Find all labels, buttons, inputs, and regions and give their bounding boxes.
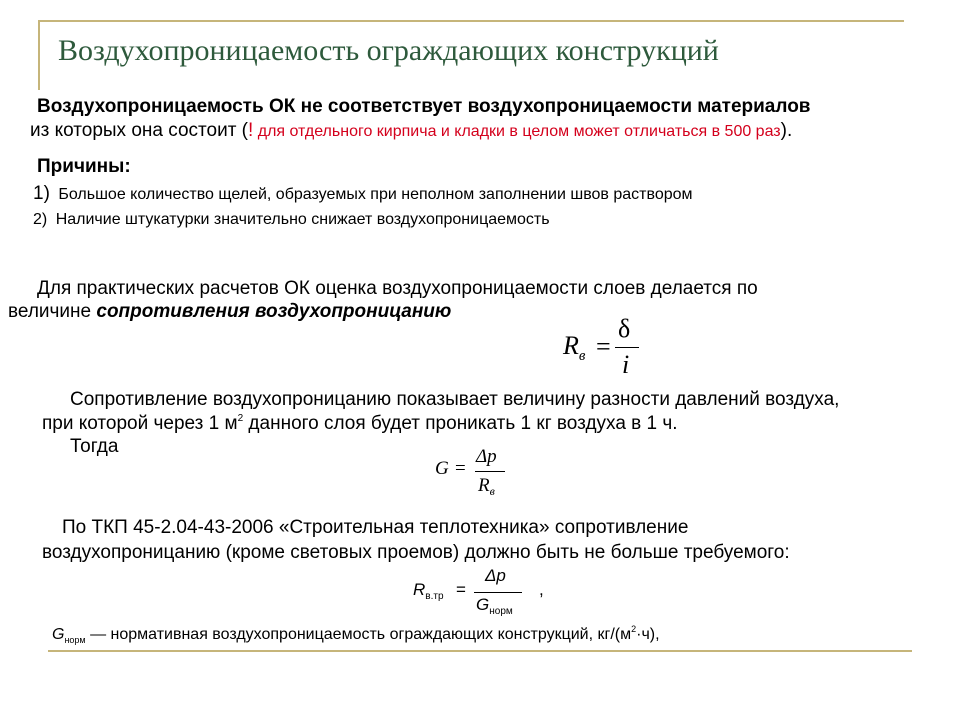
resistance-line-1: Сопротивление воздухопроницанию показывает величину разности давлений воздуха, — [70, 389, 840, 410]
resistance-line-2-start: при которой через 1 м — [42, 413, 238, 434]
formula3-trailing-comma: , — [539, 580, 544, 599]
definition-symbol: G — [52, 626, 65, 643]
top-decorative-rule — [38, 20, 904, 22]
intro-line-1: Воздухопроницаемость ОК не соответствует воздухопроницаемости материалов — [37, 96, 811, 117]
norm-line-1: По ТКП 45-2.04-43-2006 «Строительная теплотехника» сопротивление — [62, 517, 689, 538]
norm-line-2: воздухопроницанию (кроме световых проемов) должно быть не больше требуемого: — [42, 542, 790, 563]
formula2-denominator — [478, 475, 495, 499]
formula2-equals: = — [455, 458, 466, 479]
reason-item-2 — [33, 211, 550, 229]
formula3-fraction-line — [474, 592, 522, 593]
reason-2-number: 2) — [33, 211, 48, 228]
practical-line-1: Для практических расчетов ОК оценка воздухопроницаемости слоев делается по — [37, 278, 758, 299]
resistance-line-2-end: данного слоя будет проникать 1 кг воздуха в 1 ч. — [243, 413, 678, 434]
practical-term: сопротивления воздухопроницанию — [96, 301, 452, 322]
formula1-lhs-subscript: в — [578, 348, 586, 364]
definition-text: — нормативная воздухопроницаемость ограждающих конструкций, кг/(м — [85, 626, 632, 643]
formula3-lhs-symbol: R — [413, 580, 426, 599]
reasons-heading: Причины: — [37, 156, 131, 177]
then-label: Тогда — [70, 436, 119, 457]
square-superscript: 2 — [237, 413, 244, 424]
slide-title: Воздухопроницаемость ограждающих конструкций — [58, 34, 719, 67]
intro-exclamation: ! — [248, 120, 254, 141]
formula3-lhs-subscript: в.тр — [425, 591, 444, 602]
formula1-denominator: i — [622, 350, 630, 379]
definition-text-end: ·ч), — [636, 626, 660, 643]
reason-1-text: Большое количество щелей, образуемых при неполном заполнении швов раствором — [58, 186, 693, 203]
formula2-denominator-subscript: в — [489, 484, 495, 498]
left-decorative-rule — [38, 20, 40, 90]
intro-line-2-start: из которых она состоит ( — [30, 120, 248, 141]
resistance-line-2 — [42, 413, 678, 435]
practical-line-2-start: величине — [8, 301, 97, 322]
formula2-denominator-symbol: R — [478, 475, 490, 496]
intro-note: для отдельного кирпича и кладки в целом может отличаться в 500 раз — [253, 123, 781, 140]
formula3-denominator-subscript: норм — [489, 606, 513, 617]
formula2-fraction-line — [475, 471, 505, 472]
definition-unit-superscript: 2 — [631, 624, 637, 634]
intro-line-2-end: ). — [780, 120, 793, 141]
reason-item-1 — [33, 183, 693, 205]
definition-symbol-subscript: норм — [64, 635, 86, 645]
formula1-equals: = — [596, 332, 611, 361]
formula1-lhs-symbol: R — [563, 331, 579, 360]
formula3-denominator — [476, 595, 513, 617]
reason-1-number: 1) — [33, 183, 50, 204]
intro-line-2 — [30, 120, 792, 142]
formula2-lhs: G — [435, 458, 449, 479]
formula1-fraction-line — [615, 347, 639, 348]
formula3-lhs — [413, 580, 444, 602]
formula3-denominator-symbol: G — [476, 595, 490, 614]
practical-line-2 — [8, 301, 451, 323]
formula2-numerator: Δp — [476, 446, 497, 467]
formula1-lhs — [563, 331, 585, 365]
formula3-numerator: Δp — [485, 566, 506, 585]
formula3-equals: = — [456, 580, 466, 599]
definition-line — [52, 624, 660, 645]
bottom-decorative-rule — [48, 650, 912, 652]
formula1-numerator: δ — [618, 314, 631, 343]
reason-2-text: Наличие штукатурки значительно снижает воздухопроницаемость — [55, 211, 550, 228]
